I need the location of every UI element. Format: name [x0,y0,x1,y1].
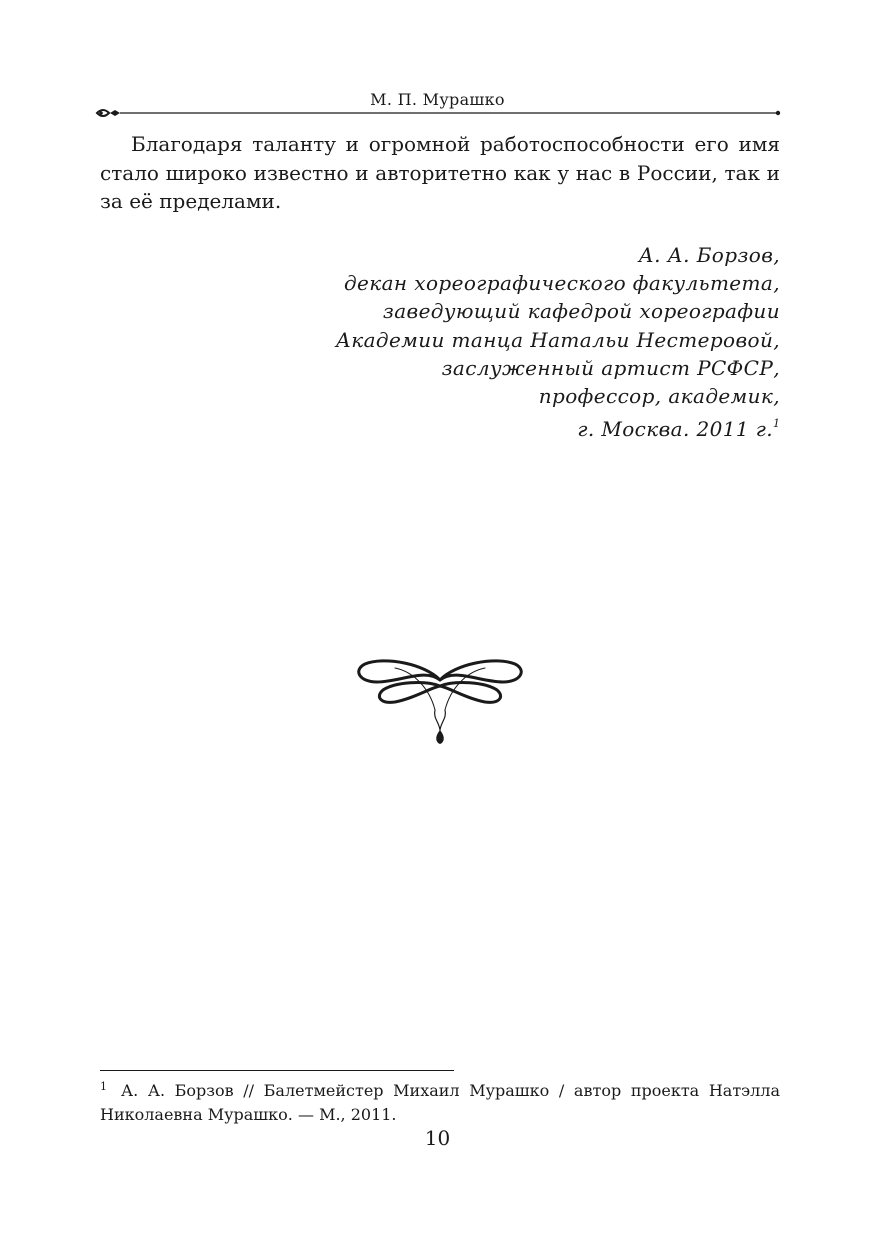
footnote-text: А. А. Борзов // Балетмейстер Михаил Мурашко / автор проекта Натэлла Николаевна Мурашко. — М., 2011. [100,1081,780,1124]
running-head: М. П. Мурашко [370,90,505,109]
signature-line: профессор, академик, [538,384,780,409]
footnote-separator [100,1070,454,1071]
signature-line: заведующий кафедрой хореографии [382,299,780,324]
signature-line: Академии танца Натальи Нестеровой, [335,327,780,352]
signature-line: декан хореографического факультета, [343,271,780,296]
signature-line-last [180,410,780,443]
decorative-flourish-ornament [355,650,525,750]
footnote-reference[interactable]: 1 [773,417,780,431]
signature-line: заслуженный артист РСФСР, [441,355,780,380]
header-rule-ornament [94,103,782,123]
footnote-number: 1 [100,1080,107,1093]
footnote [100,1075,780,1127]
signature-block [180,241,780,443]
signature-line: А. А. Борзов, [638,243,780,267]
body-text [100,130,780,216]
page-number: 10 [424,1126,451,1150]
signature-place-date: г. Москва. 2011 г. [577,417,773,442]
body-paragraph: Благодаря таланту и огромной работоспособности его имя стало широко известно и авторитетно как у нас в России, так и за её пределами. [100,132,780,213]
